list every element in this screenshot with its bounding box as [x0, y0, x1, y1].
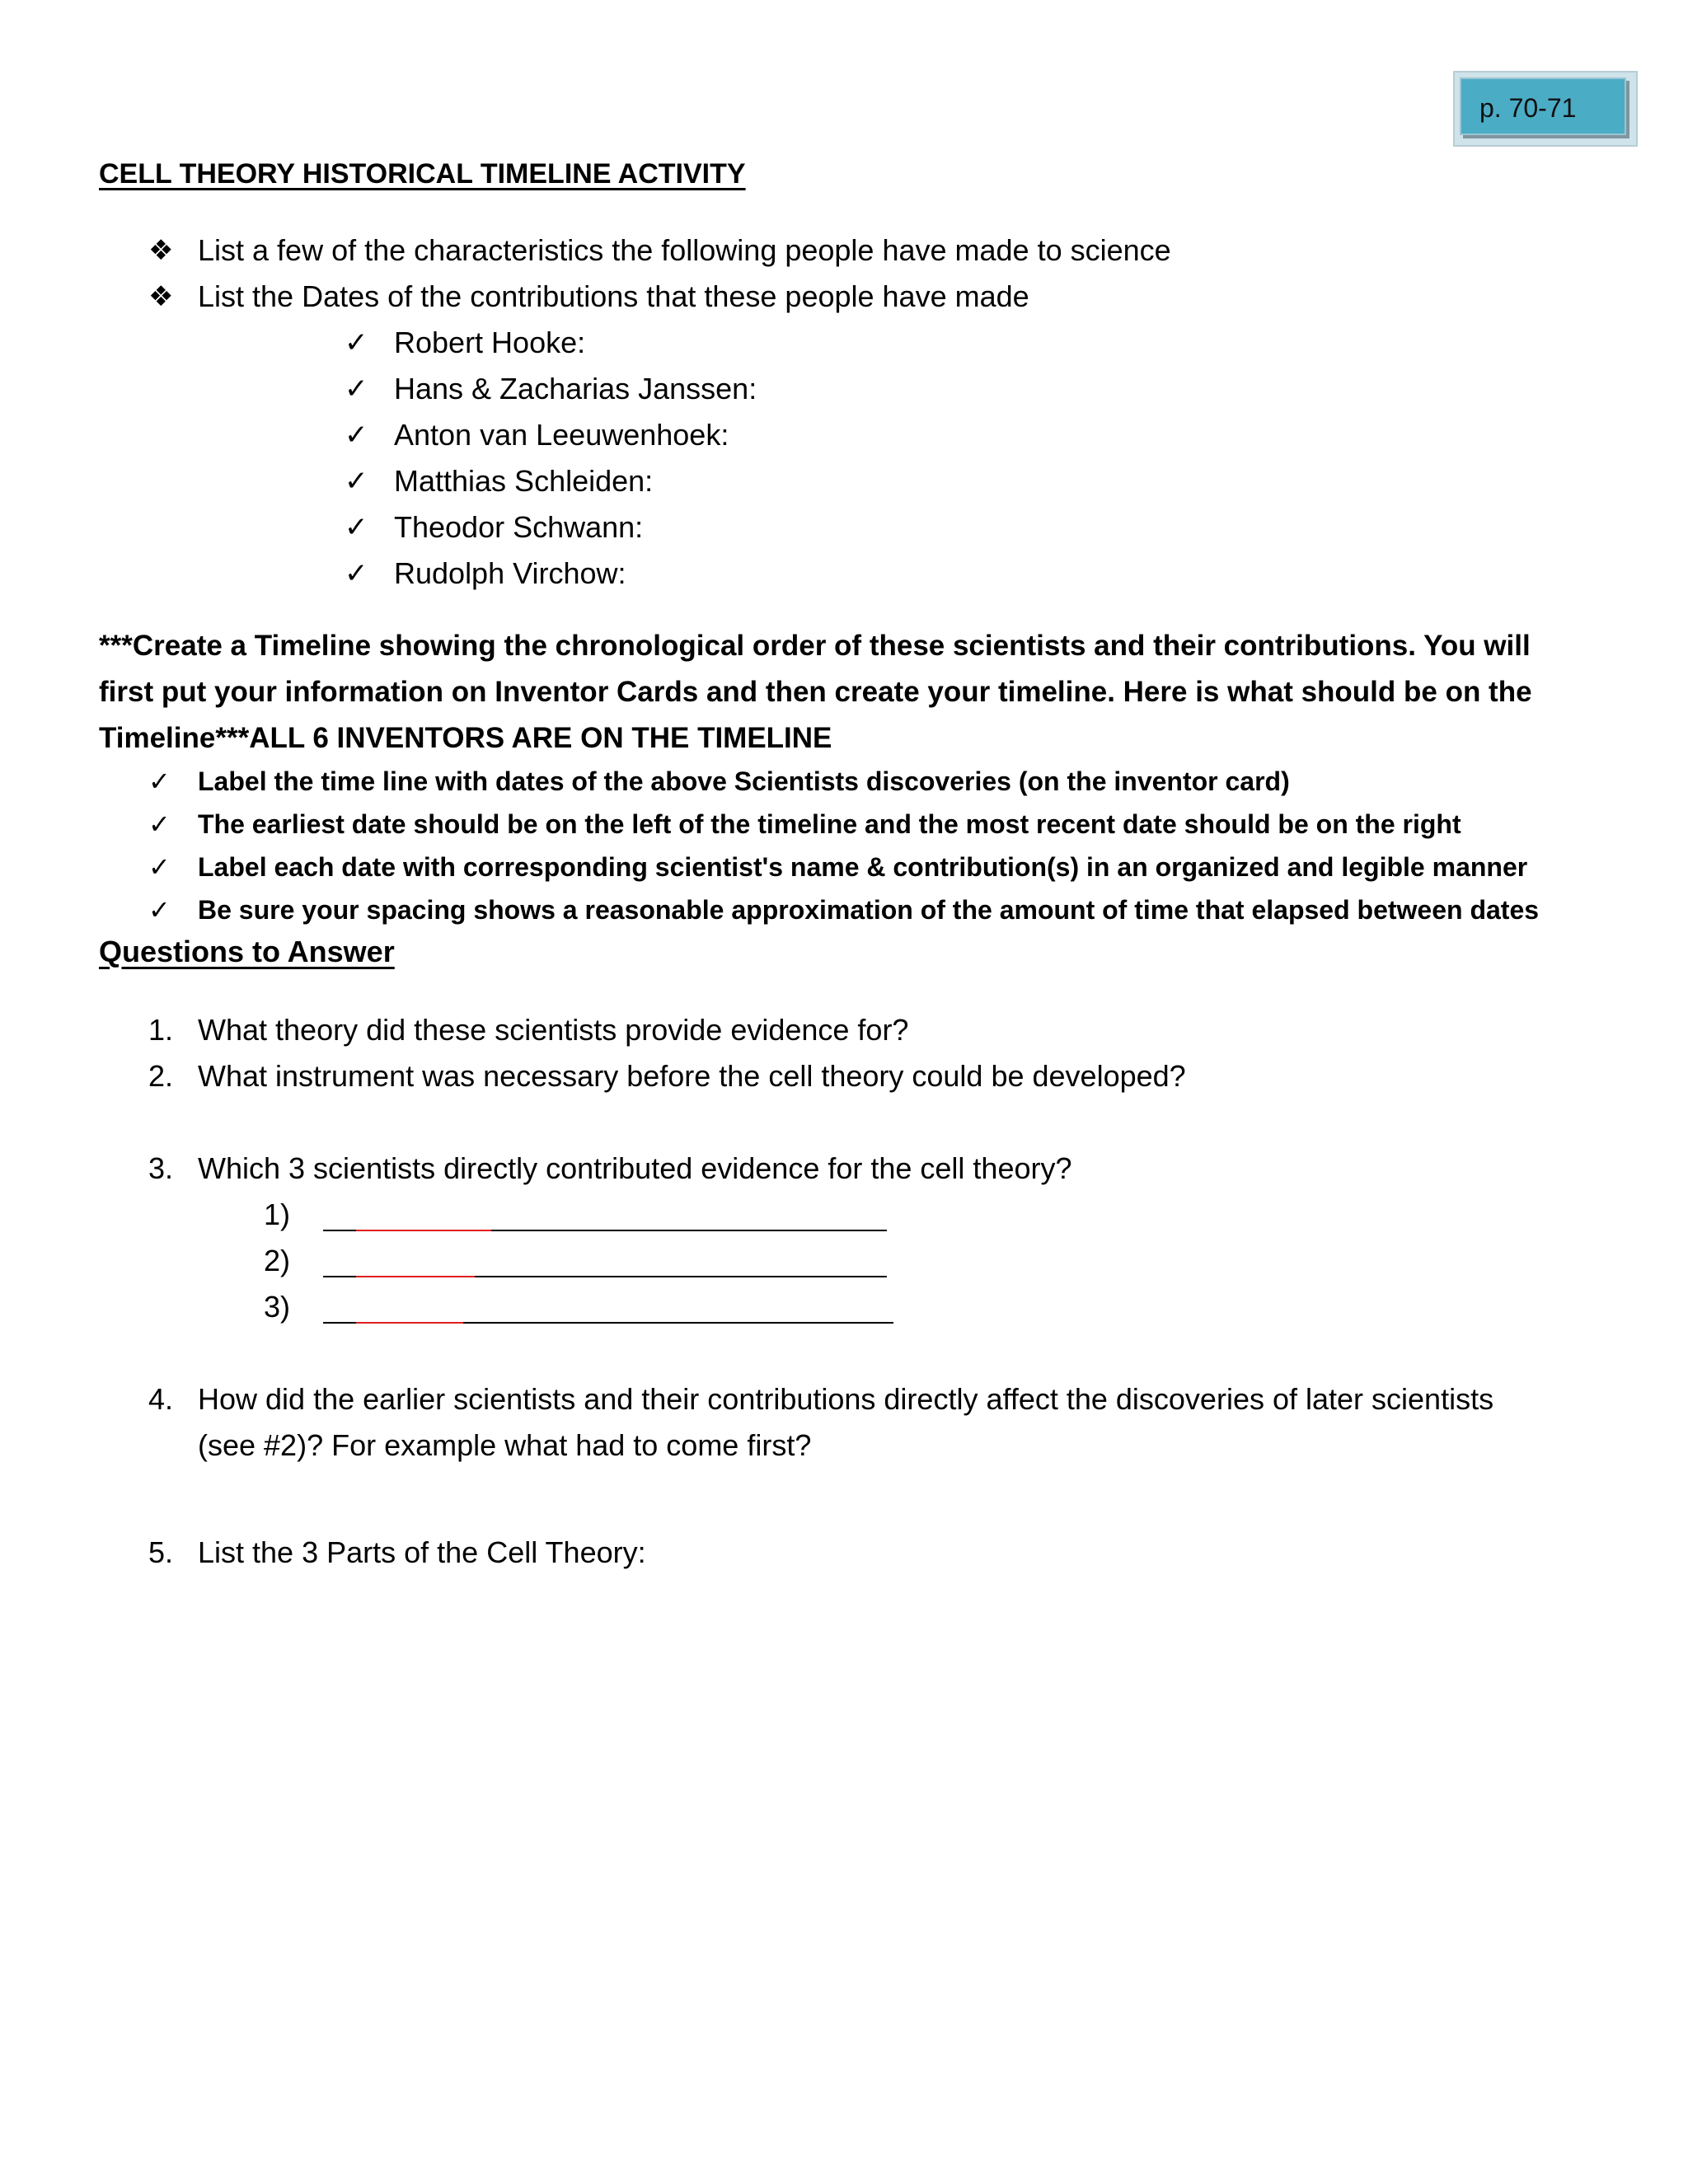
- timeline-rubric-list: [148, 760, 1539, 931]
- rubric-item: [148, 846, 1539, 888]
- scientist-item: [345, 320, 757, 366]
- scientist-name: Hans & Zacharias Janssen:: [394, 372, 757, 405]
- worksheet-title: CELL THEORY HISTORICAL TIMELINE ACTIVITY: [99, 158, 746, 190]
- red-underline-mark: [356, 1276, 475, 1277]
- question-text: What theory did these scientists provide evidence for?: [198, 1013, 909, 1047]
- red-underline-mark: [356, 1322, 463, 1324]
- scientist-item: [345, 551, 757, 597]
- scientist-list: [345, 320, 757, 597]
- timeline-instructions: ***Create a Timeline showing the chronological order of these scientists and their contributions. You will first put your information on Inventor Cards and then create your timeline. Here is what should be on the Timeline***ALL 6 INVENTORS ARE ON THE TIMELINE: [99, 630, 1532, 754]
- checkmark-icon: ✓: [345, 419, 368, 451]
- question-number: 5.: [148, 1535, 174, 1569]
- question-number: 1.: [148, 1013, 174, 1047]
- page-tag: p. 70-71: [1460, 77, 1626, 135]
- question-text: What instrument was necessary before the cell theory could be developed?: [198, 1059, 1186, 1093]
- diamond-bullet-icon: ❖: [148, 281, 174, 312]
- task-bullet: [148, 227, 1171, 274]
- question-text: List the 3 Parts of the Cell Theory:: [198, 1535, 646, 1569]
- questions-heading: Questions to Answer: [99, 935, 395, 968]
- task-bullet: [148, 274, 1171, 320]
- checkmark-icon: ✓: [148, 852, 171, 882]
- checkmark-icon: ✓: [345, 373, 368, 405]
- task-bullet-text: List the Dates of the contributions that these people have made: [198, 279, 1029, 313]
- rubric-text: Be sure your spacing shows a reasonable approximation of the amount of time that elapsed between dates: [198, 895, 1540, 925]
- checkmark-icon: ✓: [148, 766, 171, 796]
- answer-blank-number: 3): [264, 1290, 291, 1324]
- rubric-text: Label the time line with dates of the above Scientists discoveries (on the inventor card): [198, 766, 1290, 796]
- scientist-item: [345, 504, 757, 551]
- scientist-name: Rudolph Virchow:: [394, 556, 626, 590]
- task-bullet-text: List a few of the characteristics the following people have made to science: [198, 233, 1171, 267]
- rubric-item: [148, 803, 1539, 846]
- task-bullet-list: [148, 227, 1171, 320]
- scientist-item: [345, 412, 757, 458]
- scientist-name: Matthias Schleiden:: [394, 464, 654, 498]
- question-number: 2.: [148, 1059, 174, 1093]
- question-number: 4.: [148, 1382, 174, 1416]
- answer-blank-number: 1): [264, 1197, 291, 1231]
- scientist-name: Anton van Leeuwenhoek:: [394, 418, 729, 452]
- scientist-name: Theodor Schwann:: [394, 510, 644, 544]
- rubric-item: [148, 888, 1539, 931]
- answer-blank-number: 2): [264, 1244, 291, 1277]
- diamond-bullet-icon: ❖: [148, 235, 174, 266]
- checkmark-icon: ✓: [345, 512, 368, 543]
- rubric-text: The earliest date should be on the left of the timeline and the most recent date should be on the right: [198, 809, 1461, 839]
- question-text: Which 3 scientists directly contributed evidence for the cell theory?: [198, 1151, 1072, 1185]
- scientist-item: [345, 458, 757, 504]
- checkmark-icon: ✓: [345, 466, 368, 497]
- checkmark-icon: ✓: [345, 558, 368, 589]
- checkmark-icon: ✓: [148, 809, 171, 839]
- scientist-item: [345, 366, 757, 412]
- red-underline-mark: [356, 1230, 491, 1231]
- rubric-text: Label each date with corresponding scientist's name & contribution(s) in an organized and legible manner: [198, 852, 1528, 882]
- question-text: How did the earlier scientists and their contributions directly affect the discoveries of later scientists (see #2)? For example what had to come first?: [198, 1382, 1494, 1462]
- rubric-item: [148, 760, 1539, 803]
- checkmark-icon: ✓: [345, 327, 368, 359]
- question-number: 3.: [148, 1151, 174, 1185]
- checkmark-icon: ✓: [148, 895, 171, 925]
- scientist-name: Robert Hooke:: [394, 326, 586, 359]
